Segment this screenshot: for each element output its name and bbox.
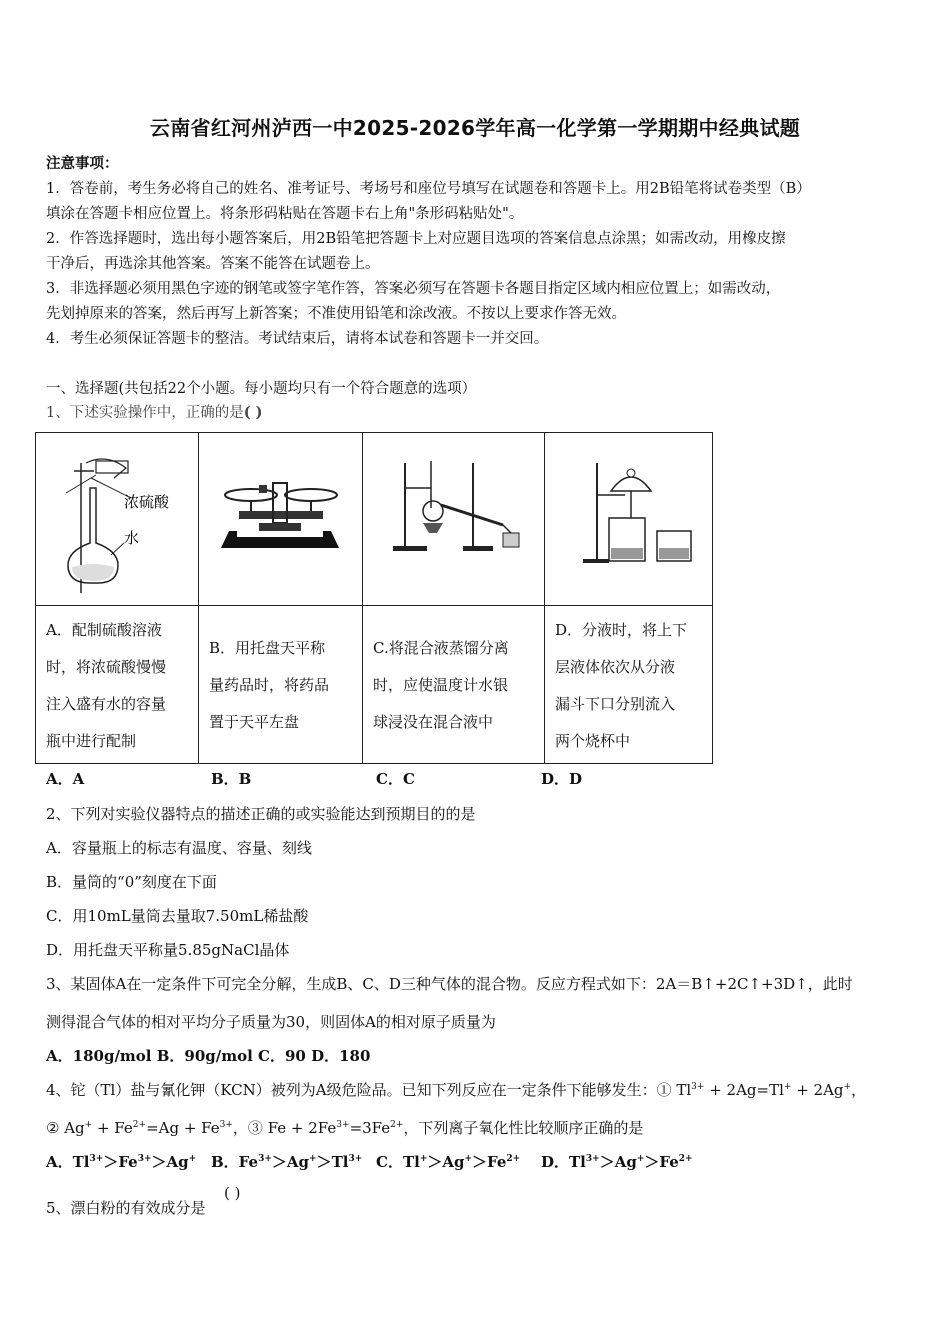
question-5-paren: ( ) — [224, 1184, 241, 1202]
question-5-stem: 5、漂白粉的有效成分是 — [46, 1199, 206, 1217]
notice-line: 1．答卷前，考生务必将自己的姓名、准考证号、考场号和座位号填写在试题卷和答题卡上。用2B铅笔将试卷类型（B） — [46, 181, 811, 197]
question-3-line-2: 测得混合气体的相对平均分子质量为30，则固体A的相对原子质量为 — [46, 1013, 496, 1031]
q4-option-b: B．$Fe^{3+}>Ag^+>Tl^{3+}$ — [211, 1153, 363, 1171]
option-cell-d: D．分液时，将上下 层液体依次从分液 漏斗下口分别流入 两个烧杯中 — [545, 606, 713, 764]
option-cell-c: C.将混合液蒸馏分离 时，应使温度计水银 球浸没在混合液中 — [363, 606, 545, 764]
image-cell-d — [545, 433, 713, 606]
option-cell-b: B．用托盘天平称 量药品时，将药品 置于天平左盘 — [199, 606, 363, 764]
notice-heading: 注意事项： — [46, 155, 119, 172]
q1-option-c: C．C — [376, 770, 415, 788]
distillation-illustration — [363, 433, 544, 605]
question-1-stem: 1、下述实验操作中，正确的是( ) — [46, 404, 263, 421]
q4-option-a: A．$Tl^{3+}>Fe^{3+}>Ag^+$ — [46, 1153, 197, 1171]
question-3-line-1: 3、某固体A在一定条件下可完全分解，生成B、C、D三种气体的混合物。反应方程式如下：2A＝B↑+2C↑+3D↑，此时 — [46, 975, 853, 993]
notice-line: 干净后，再选涂其他答案。答案不能答在试题卷上。 — [46, 256, 380, 272]
notice-line: 填涂在答题卡相应位置上。将条形码粘贴在答题卡右上角"条形码粘贴处"。 — [46, 206, 524, 222]
separation-funnel-illustration — [545, 433, 712, 605]
q4-option-c: C．$Tl^+>Ag^+>Fe^{2+}$ — [376, 1153, 521, 1171]
q4-option-d: D．$Tl^{3+}>Ag^+>Fe^{2+}$ — [541, 1153, 693, 1171]
section-heading: 一、选择题(共包括22个小题。每小题均只有一个符合题意的选项） — [46, 381, 477, 397]
acid-label: 浓硫酸 — [124, 493, 170, 511]
option-cell-a: A．配制硫酸溶液 时，将浓硫酸慢慢 注入盛有水的容量 瓶中进行配制 — [36, 606, 199, 764]
q2-option-c: C．用10mL量筒去量取7.50mL稀盐酸 — [46, 907, 309, 925]
water-label: 水 — [124, 529, 140, 547]
q1-option-b: B．B — [211, 770, 252, 788]
question-4-line-1: 4、铊（Tl）盐与氰化钾（KCN）被列为A级危险品。已知下列反应在一定条件下能够发生：① $Tl^{3+} + 2Ag=Tl^+ + 2Ag^+$， — [46, 1081, 867, 1099]
q2-option-a: A．容量瓶上的标志有温度、容量、刻线 — [46, 839, 312, 857]
page-title: 云南省红河州泸西一中2025-2026学年高一化学第一学期期中经典试题 — [149, 116, 801, 140]
notice-line: 2．作答选择题时，选出每小题答案后，用2B铅笔把答题卡上对应题目选项的答案信息点涂黑；如需改动，用橡皮擦 — [46, 231, 786, 247]
notice-line: 3．非选择题必须用黑色字迹的钢笔或签字笔作答，答案必须写在答题卡各题目指定区域内相应位置上；如需改动， — [46, 281, 781, 297]
balance-illustration — [199, 433, 362, 605]
notice-line: 4．考生必须保证答题卡的整洁。考试结束后，请将本试卷和答题卡一并交回。 — [46, 331, 549, 347]
question-4-line-2: ② $Ag^+ + Fe^{2+}=Ag + Fe^{3+}$，③ $Fe + 2Fe^{3+}=3Fe^{2+}$，下列离子氧化性比较顺序正确的是 — [46, 1119, 644, 1137]
q2-option-b: B．量筒的“0”刻度在下面 — [46, 873, 217, 891]
experiment-table — [35, 432, 713, 764]
question-2-stem: 2、下列对实验仪器特点的描述正确的或实验能达到预期目的的是 — [46, 805, 476, 823]
image-cell-b — [199, 433, 363, 606]
q1-option-a: A．A — [46, 770, 85, 788]
notice-line: 先划掉原来的答案，然后再写上新答案；不准使用铅笔和涂改液。不按以上要求作答无效。 — [46, 306, 626, 322]
q1-option-d: D．D — [541, 770, 583, 788]
volumetric-flask-illustration — [36, 433, 198, 605]
q2-option-d: D．用托盘天平称量5.85gNaCl晶体 — [46, 941, 290, 959]
image-cell-c — [363, 433, 545, 606]
q3-options: A．180g/mol B．90g/mol C．90 D．180 — [46, 1047, 371, 1065]
image-cell-a — [36, 433, 199, 606]
